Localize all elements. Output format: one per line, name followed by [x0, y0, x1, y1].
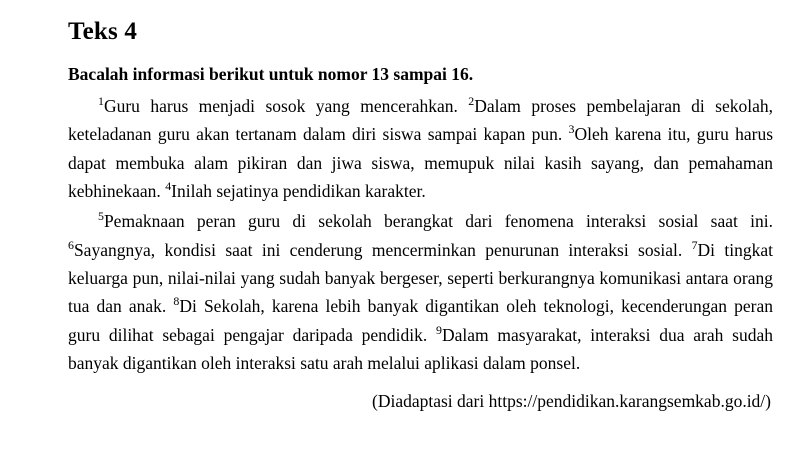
sentence-number: 6: [68, 237, 74, 252]
sentence-text: Sayangnya, kondisi saat ini cenderung mencerminkan penurunan interaksi sosial.: [73, 239, 683, 260]
sentence-text: Dalam masyarakat, interaksi dua arah sudah banyak digantikan oleh interaksi satu arah melalui aplikasi dalam ponsel.: [68, 324, 774, 374]
sentence-number: 7: [691, 237, 698, 252]
paragraph-2: [68, 207, 773, 377]
sentence-text: Di tingkat keluarga pun, nilai-nilai yang sudah banyak bergeser, seperti berkurangnya komunikasi antara orang tua dan anak.: [68, 239, 773, 317]
sentence-number: 9: [436, 322, 442, 337]
sentence-number: 5: [98, 209, 104, 224]
sentence-text: Di Sekolah, karena lebih banyak digantikan oleh teknologi, kecenderungan peran guru dilihat sebagai pengajar daripada pendidik.: [68, 296, 773, 345]
sentence-text: Guru harus menjadi sosok yang mencerahkan.: [103, 96, 458, 116]
paragraph-1: [68, 92, 773, 205]
instruction-text: Bacalah informasi berikut untuk nomor 13 sampai 16.: [68, 64, 474, 84]
sentence-number: 2: [468, 94, 475, 109]
sentence-number: 4: [165, 179, 172, 194]
source-attribution: (Diadaptasi dari https://pendidikan.karangsemkab.go.id/): [372, 391, 771, 412]
sentence-text: Dalam proses pembelajaran di sekolah, keteladanan guru akan tertanam dalam diri siswa sampai kapan pun.: [68, 96, 774, 145]
sentence-number: 8: [173, 294, 180, 309]
sentence-number: 3: [568, 122, 575, 137]
sentence-text: Pemaknaan peran guru di sekolah berangkat dari fenomena interaksi sosial saat ini.: [103, 211, 773, 232]
sentence-text: Oleh karena itu, guru harus dapat membuka alam pikiran dan jiwa siswa, memupuk nilai kasih sayang, dan pemahaman kebhinekaan.: [68, 124, 773, 202]
sentence-text: Inilah sejatinya pendidikan karakter.: [171, 181, 426, 202]
page-title: Teks 4: [68, 18, 138, 45]
sentence-number: 1: [98, 94, 104, 109]
